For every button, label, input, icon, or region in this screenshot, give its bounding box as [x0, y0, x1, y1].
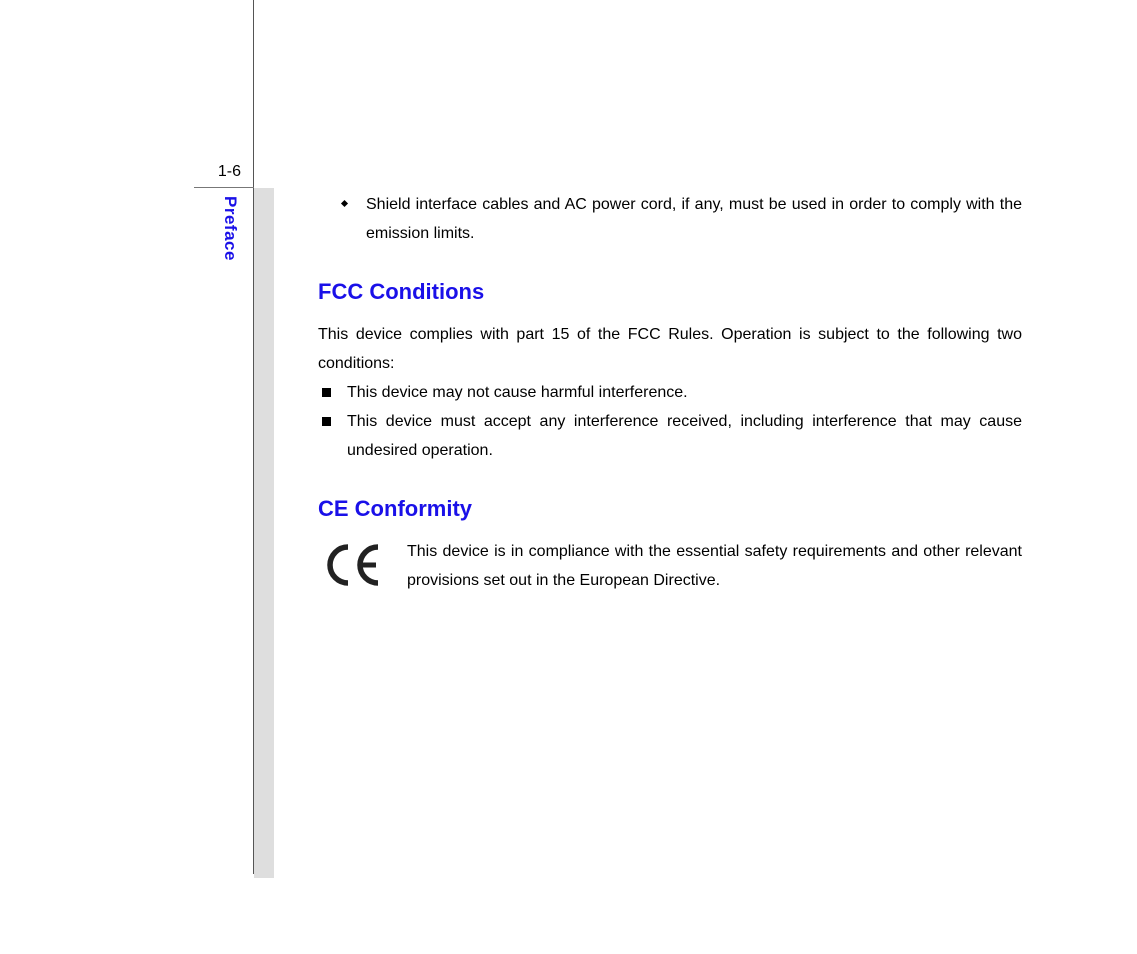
fcc-paragraph: This device complies with part 15 of the FCC Rules. Operation is subject to the following two conditions:	[318, 326, 1022, 372]
list-item-text: This device must accept any interference received, including interference that may cause undesired operation.	[347, 413, 1022, 459]
ce-block	[318, 537, 1022, 597]
square-bullet-icon	[322, 388, 331, 397]
page-number: 1-6	[217, 163, 241, 180]
ce-heading: CE Conformity	[318, 496, 472, 521]
intro-bullet-text: Shield interface cables and AC power cord, if any, must be used in order to comply with the emission limits.	[366, 196, 1022, 242]
sidebar-grey-bar	[254, 188, 274, 878]
ce-paragraph: This device is in compliance with the essential safety requirements and other relevant provisions set out in the European Directive.	[407, 543, 1022, 589]
section-tab-label: Preface	[221, 196, 240, 261]
fcc-heading: FCC Conditions	[318, 279, 485, 304]
intro-bullet-item	[318, 190, 1022, 248]
list-item	[318, 407, 1022, 465]
main-content	[318, 190, 1022, 597]
list-item-text: This device may not cause harmful interference.	[347, 384, 688, 401]
list-item	[318, 378, 1022, 407]
ce-mark-logo	[326, 543, 382, 587]
diamond-bullet-icon	[341, 200, 348, 207]
fcc-conditions-list	[318, 378, 1022, 465]
square-bullet-icon	[322, 417, 331, 426]
page-number-underline	[194, 187, 254, 188]
